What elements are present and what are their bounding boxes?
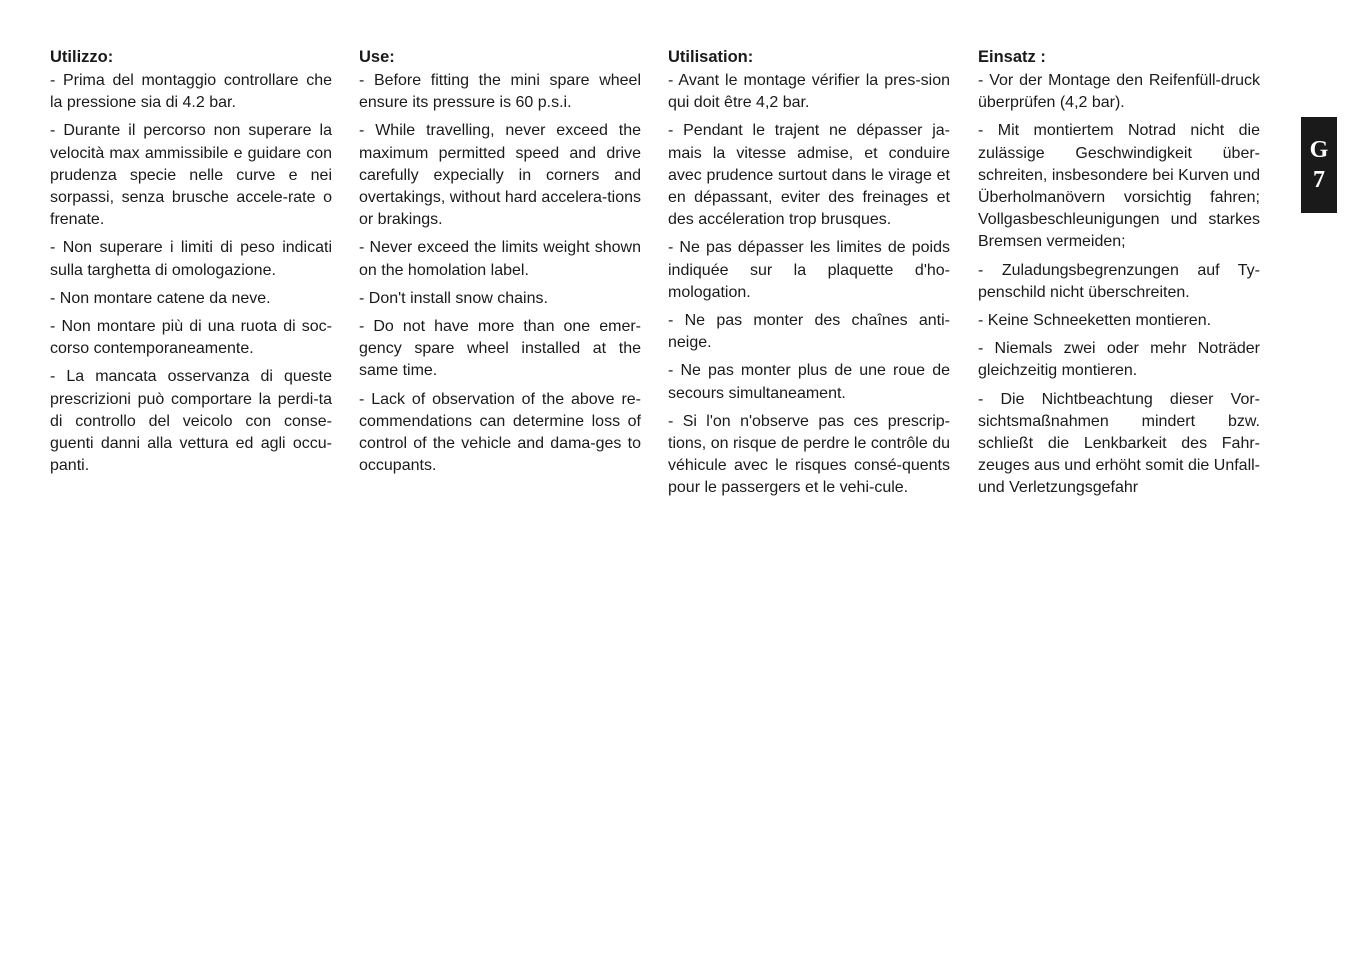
paragraph: - Durante il percorso non superare la velocità max ammissibile e guidare con prudenza specie nelle curve e nei sorpassi, senza brusche accele-rate o frenate. [50,122,332,229]
heading-italian: Utilizzo: [50,48,114,66]
column-german [978,46,1260,506]
paragraph: - Non montare catene da neve. [50,289,271,307]
paragraph: - Don't install snow chains. [359,289,548,307]
paragraph: - Si l'on n'observe pas ces prescrip-tions, on risque de perdre le contrôle du véhicule avec le risques consé-quents pour le passergers et le vehi-cule. [668,412,950,497]
heading-french: Utilisation: [668,48,754,66]
paragraph: - Non montare più di una ruota di soc-corso contemporaneamente. [50,318,332,358]
section-letter: G [1309,137,1329,163]
column-french [668,46,950,506]
paragraph: - Ne pas monter plus de une roue de secours simultaneament. [668,362,950,402]
paragraph: - Zuladungsbegrenzungen auf Ty-penschild nicht überschreiten. [978,261,1260,301]
paragraph: - Never exceed the limits weight shown on the homolation label. [359,239,641,279]
paragraph: - Non superare i limiti di peso indicati sulla targhetta di omologazione. [50,239,332,279]
paragraph: - Niemals zwei oder mehr Noträder gleichzeitig montieren. [978,340,1260,380]
paragraph: - Avant le montage vérifier la pres-sion qui doit être 4,2 bar. [668,72,950,112]
heading-german: Einsatz : [978,48,1046,66]
paragraph: - La mancata osservanza di queste prescrizioni può comportare la perdi-ta di controllo del veicolo con conse-guenti danni alla vettura ed agli occu-panti. [50,368,332,475]
heading-english: Use: [359,48,395,66]
paragraph: - Die Nichtbeachtung dieser Vor-sichtsmaßnahmen mindert bzw. schließt die Lenkbarkeit des Fahr-zeuges aus und erhöht somit die Unfall- und Verletzungsgefahr [978,390,1260,497]
section-number: 7 [1313,167,1325,193]
column-italian [50,46,332,483]
paragraph: - Keine Schneeketten montieren. [978,312,1212,330]
paragraph: - Vor der Montage den Reifenfüll-druck überprüfen (4,2 bar). [978,72,1260,112]
paragraph: - Lack of observation of the above re-commendations can determine loss of control of the vehicle and dama-ges to occupants. [359,390,641,475]
paragraph: - While travelling, never exceed the maximum permitted speed and drive carefully expecially in corners and overtakings, without hard accelera-tions or brakings. [359,122,641,229]
paragraph: - Mit montiertem Notrad nicht die zulässige Geschwindigkeit über-schreiten, insbesondere bei Kurven und Überholmanövern vorsichtig fahren; Vollgasbeschleunigungen und starkes Bremsen vermeiden; [978,122,1260,251]
paragraph: - Do not have more than one emer-gency spare wheel installed at the same time. [359,318,641,380]
column-english [359,46,641,483]
section-tab [1301,117,1337,213]
paragraph: - Before fitting the mini spare wheel ensure its pressure is 60 p.s.i. [359,72,641,112]
paragraph: - Ne pas dépasser les limites de poids indiquée sur la plaquette d'ho-mologation. [668,239,950,301]
paragraph: - Prima del montaggio controllare che la pressione sia di 4.2 bar. [50,72,332,112]
paragraph: - Pendant le trajent ne dépasser ja-mais la vitesse admise, et conduire avec prudence surtout dans le virage et en dépassant, eviter des freinages et des accéleration trop brusques. [668,122,950,229]
paragraph: - Ne pas monter des chaînes anti-neige. [668,312,950,352]
